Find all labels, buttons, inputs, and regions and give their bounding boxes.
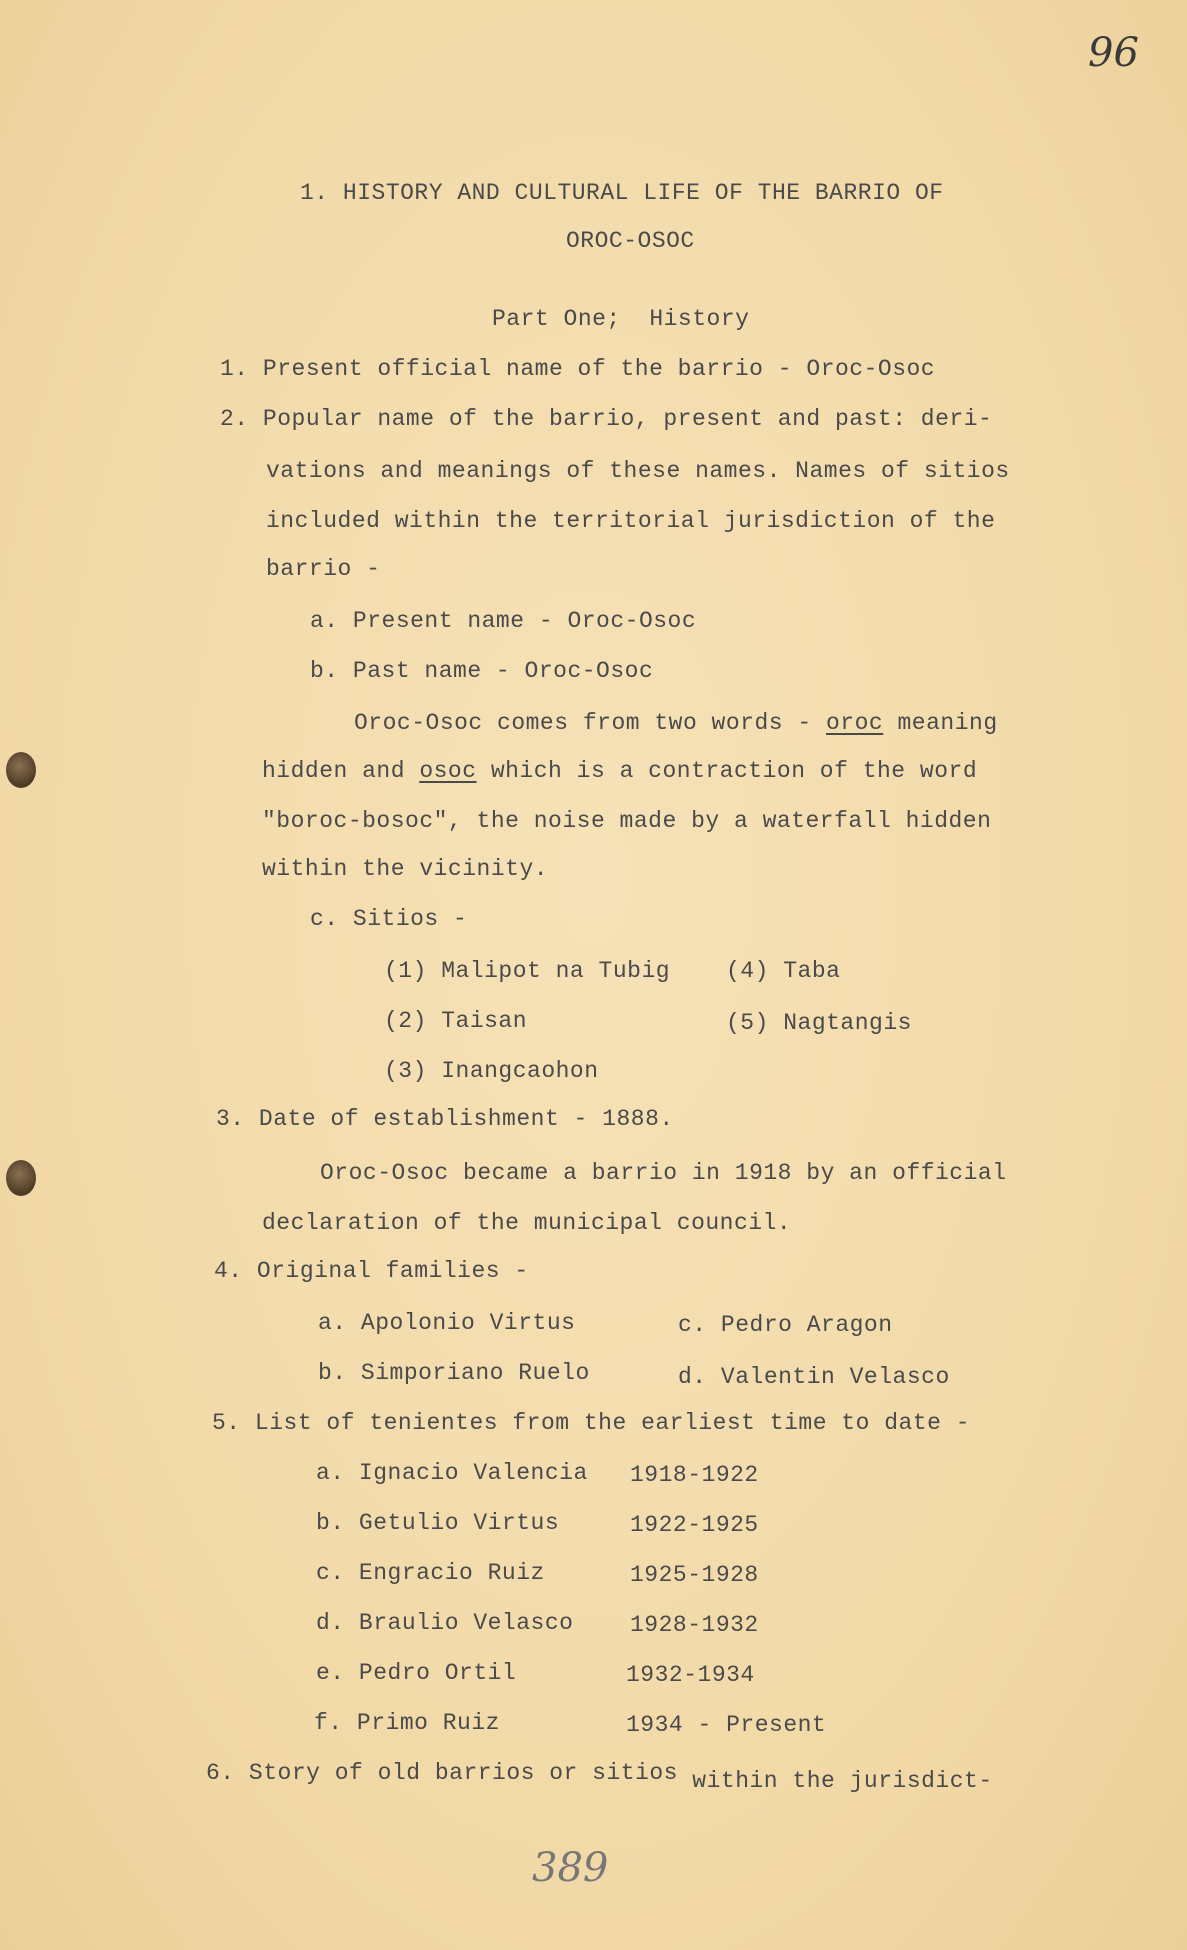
teniente-b-name: b. Getulio Virtus xyxy=(316,1510,560,1536)
paragraph-line-3: "boroc-bosoc", the noise made by a waterfall hidden xyxy=(262,808,992,834)
punch-hole-bottom xyxy=(6,1160,36,1196)
teniente-b-years: 1922-1925 xyxy=(630,1512,759,1538)
paragraph-line-1: Oroc-Osoc comes from two words - oroc meaning xyxy=(354,710,998,736)
family-a: a. Apolonio Virtus xyxy=(318,1310,576,1336)
item-3-line-2: Oroc-Osoc became a barrio in 1918 by an official xyxy=(320,1160,1007,1186)
item-2-line-2: vations and meanings of these names. Names of sitios xyxy=(266,458,1010,484)
teniente-f-years: 1934 - Present xyxy=(626,1712,827,1738)
sitio-2: (2) Taisan xyxy=(384,1008,528,1034)
item-2-line-1: 2. Popular name of the barrio, present and past: deri- xyxy=(220,406,993,432)
sitio-1: (1) Malipot na Tubig xyxy=(384,958,671,984)
teniente-f-name: f. Primo Ruiz xyxy=(314,1710,500,1736)
item-3-line-1: 3. Date of establishment - 1888. xyxy=(216,1106,674,1132)
corner-mark: 96 xyxy=(1088,30,1139,76)
item-2-a: a. Present name - Oroc-Osoc xyxy=(310,608,697,634)
item-2-line-3: included within the territorial jurisdiction of the xyxy=(266,508,996,534)
teniente-a-name: a. Ignacio Valencia xyxy=(316,1460,588,1486)
punch-hole-top xyxy=(6,752,36,788)
title-line-2: OROC-OSOC xyxy=(566,228,695,254)
sitio-3: (3) Inangcaohon xyxy=(384,1058,599,1084)
family-b: b. Simporiano Ruelo xyxy=(318,1360,590,1386)
sitio-4: (4) Taba xyxy=(726,958,841,984)
teniente-d-name: d. Braulio Velasco xyxy=(316,1610,574,1636)
item-3-line-3: declaration of the municipal council. xyxy=(262,1210,792,1236)
item-2-line-4: barrio - xyxy=(266,556,381,582)
title-line-1: 1. HISTORY AND CULTURAL LIFE OF THE BARRIO OF xyxy=(300,180,944,206)
teniente-e-years: 1932-1934 xyxy=(626,1662,755,1688)
paragraph-line-2: hidden and osoc which is a contraction of the word xyxy=(262,758,978,784)
item-2-c: c. Sitios - xyxy=(310,906,468,932)
sitio-5: (5) Nagtangis xyxy=(726,1010,912,1036)
item-6: 6. Story of old barrios or sitios within the jurisdict- xyxy=(206,1760,993,1794)
family-c: c. Pedro Aragon xyxy=(678,1312,893,1338)
teniente-e-name: e. Pedro Ortil xyxy=(316,1660,517,1686)
item-1: 1. Present official name of the barrio - Oroc-Osoc xyxy=(220,356,936,382)
item-5-line-1: 5. List of tenientes from the earliest time to date - xyxy=(212,1410,971,1436)
item-2-b: b. Past name - Oroc-Osoc xyxy=(310,658,654,684)
paragraph-line-4: within the vicinity. xyxy=(262,856,549,882)
item-4-line-1: 4. Original families - xyxy=(214,1258,529,1284)
page-number: 389 xyxy=(532,1845,609,1891)
teniente-a-years: 1918-1922 xyxy=(630,1462,759,1488)
teniente-d-years: 1928-1932 xyxy=(630,1612,759,1638)
part-heading: Part One; History xyxy=(492,306,750,332)
teniente-c-name: c. Engracio Ruiz xyxy=(316,1560,545,1586)
teniente-c-years: 1925-1928 xyxy=(630,1562,759,1588)
family-d: d. Valentin Velasco xyxy=(678,1364,950,1390)
